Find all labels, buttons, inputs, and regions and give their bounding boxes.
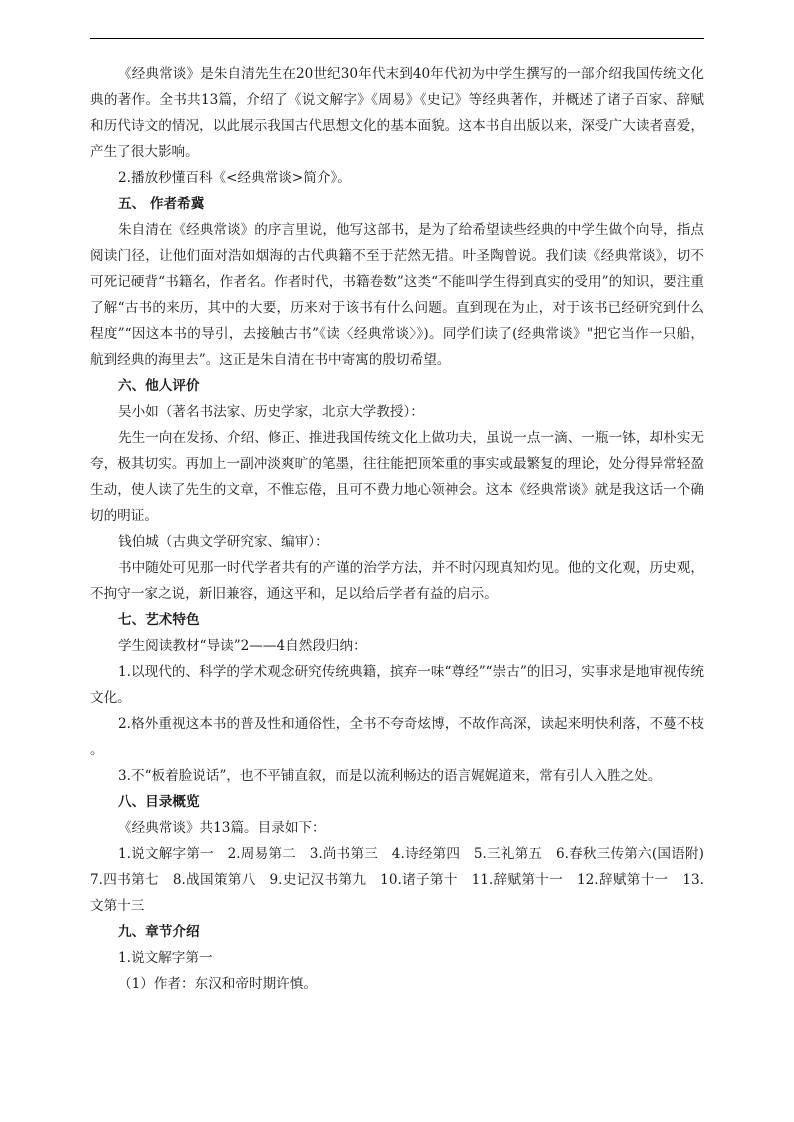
section-5-body: 朱自清在《经典常谈》的序言里说，他写这部书，是为了给希望读些经典的中学生做个向导，指点阅读门径，让他们面对浩如烟海的古代典籍不至于茫然无措。叶圣陶曾说。我们读《经典常谈》，切不可死记硬背“书籍名，作者名。作者时代，书籍卷数”这类“不能叫学生得到真实的受用”的知识，要注重了解“古书的来历，其中的大要，历来对于该书有什么问题。直到现在为止，对于该书已经研究到什么程度”“因这本书的导引，去接触古书”《读〈经典常谈〉》)。同学们读了(经典常谈》"把它当作一只船，航到经典的海里去”。这正是朱自清在书中寄寓的殷切希望。 (90, 222, 704, 368)
section-9-author: （1）作者：东汉和帝时期许慎。 (118, 976, 317, 992)
section-7-point-2: 2.格外重视这本书的普及性和通俗性，全书不夸奇炫博，不故作高深，读起来明快利落，不蔓不枝。 (90, 716, 704, 758)
table-of-contents: 1.说文解字第一 2.周易第二 3.尚书第三 4.诗经第四 5.三礼第五 6.春秋三传第六(国语附) 7.四书第七 8.战国策第八 9.史记汉书第九 10.诸子第十 11.辞赋第十一 12.辞赋第十一 13.文第十三 (90, 846, 718, 914)
intro-paragraph: 《经典常谈》是朱自清先生在20世纪30年代末到40年代初为中学生撰写的一部介绍我国传统文化典的著作。全书共13篇，介绍了《说文解字》《周易》《史记》等经典著作，并概述了诸子百家、辞赋和历代诗文的情况，以此展示我国古代思想文化的基本面貌。这本书自出版以来，深受广大读者喜爱，产生了很大影响。 (90, 66, 704, 160)
section-7-intro: 学生阅读教材“导读”2——4自然段归纳： (118, 638, 367, 654)
reviewer-wu-name: 吴小如（著名书法家、历史学家，北京大学教授）： (118, 404, 424, 420)
header-rule (90, 38, 704, 39)
section-9-chapter-1: 1.说文解字第一 (118, 950, 213, 966)
section-8-heading: 八、目录概览 (118, 794, 200, 810)
reviewer-wu-comment: 先生一向在发扬、介绍、修正、推进我国传统文化上做功夫，虽说一点一滴、一瓶一钵，却朴实无夸，极其切实。再加上一副冲淡爽旷的笔墨，往往能把顶笨重的事实或最繁复的理论，处分得异常轻盈生动，使人读了先生的文章，不惟忘倦，且可不费力地心领神会。这本《经典常谈》就是我这话一个确切的明证。 (90, 430, 704, 524)
document-body (90, 61, 718, 997)
reviewer-qian-comment: 书中随处可见那一时代学者共有的产谨的治学方法，并不时闪现真知灼见。他的文化观，历史观，不拘守一家之说，新旧兼容，通这平和，足以给后学者有益的启示。 (90, 560, 704, 602)
reviewer-qian-name: 钱伯城（古典文学研究家、编审）： (118, 534, 329, 550)
section-7-heading: 七、艺术特色 (118, 612, 200, 628)
section-8-intro: 《经典常谈》共13篇。目录如下： (118, 820, 326, 836)
section-9-heading: 九、章节介绍 (118, 924, 200, 940)
play-instruction: 2.播放秒懂百科《<经典常谈>简介》。 (118, 170, 351, 186)
section-5-heading: 五、 作者希冀 (118, 196, 205, 212)
section-7-point-3: 3.不“板着脸说话”，也不平铺直叙，而是以流利畅达的语言娓娓道来，常有引人入胜之处。 (118, 768, 662, 784)
section-7-point-1: 1.以现代的、科学的学术观念研究传统典籍，摈弃一味“尊经”“崇古”的旧习，实事求是地审视传统文化。 (90, 664, 704, 706)
section-6-heading: 六、他人评价 (118, 378, 200, 394)
